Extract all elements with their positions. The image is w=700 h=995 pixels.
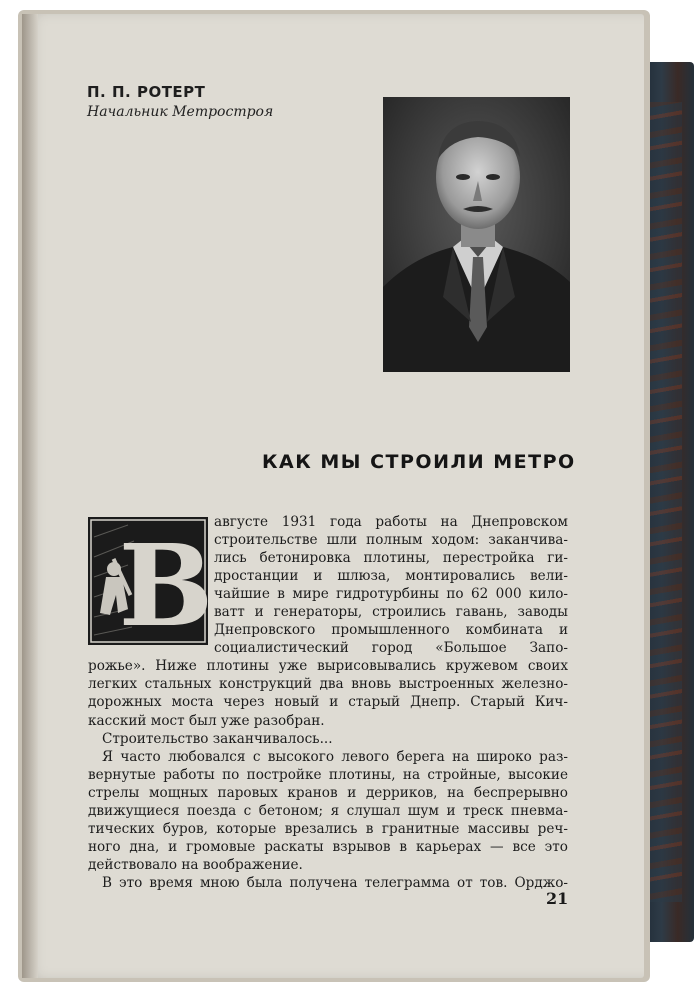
body-line: рожье». Ниже плотины уже вырисовывались кружевом своих — [88, 658, 568, 675]
author-role: Начальник Метростроя — [87, 104, 274, 120]
body-line: тических буров, которые врезались в гранитные массивы реч- — [88, 820, 568, 837]
page-gutter-shadow — [22, 14, 38, 978]
body-line: Я часто любовался с высокого левого берега на широко раз- — [102, 748, 568, 765]
body-line: стрелы мощных паровых кранов и дерриков, на беспрерывно — [88, 784, 568, 801]
body-line: В это время мною была получена телеграмма от тов. Орджо- — [102, 874, 568, 891]
body-line: строительстве шли полным ходом: заканчива- — [214, 532, 568, 549]
author-name: П. П. РОТЕРТ — [87, 83, 206, 101]
author-portrait — [383, 97, 570, 372]
body-line: лись бетонировка плотины, перестройка ги- — [214, 550, 568, 567]
article-body — [88, 513, 568, 892]
page-number: 21 — [546, 889, 569, 908]
body-line: действовало на воображение. — [88, 856, 303, 873]
body-line: Днепровского промышленного комбината и — [214, 622, 568, 639]
body-line: легких стальных конструкций два вновь выстроенных железно- — [88, 676, 568, 693]
body-line: дорожных моста через новый и старый Днепр. Старый Кич- — [88, 694, 568, 711]
body-line: социалистический город «Большое Запо- — [214, 640, 568, 657]
body-line: чайшие в мире гидротурбины по 62 000 кило- — [214, 586, 568, 603]
body-line: вернутые работы по постройке плотины, на стройные, высокие — [88, 766, 568, 783]
body-line: движущиеся поезда с бетоном; я слушал шум и треск пневма- — [88, 802, 568, 819]
drop-cap-letter: В — [118, 521, 208, 645]
article-title: КАК МЫ СТРОИЛИ МЕТРО — [262, 451, 576, 473]
body-line: касский мост был уже разобран. — [88, 712, 325, 729]
body-line: Строительство заканчивалось... — [102, 730, 333, 747]
body-line: ватт и генераторы, строились гавань, заводы — [214, 604, 568, 621]
body-line: ного дна, и громовые раскаты взрывов в карьерах — все это — [88, 838, 568, 855]
body-line: дростанции и шлюза, монтировались вели- — [214, 568, 568, 585]
body-line: августе 1931 года работы на Днепровском — [214, 514, 568, 530]
